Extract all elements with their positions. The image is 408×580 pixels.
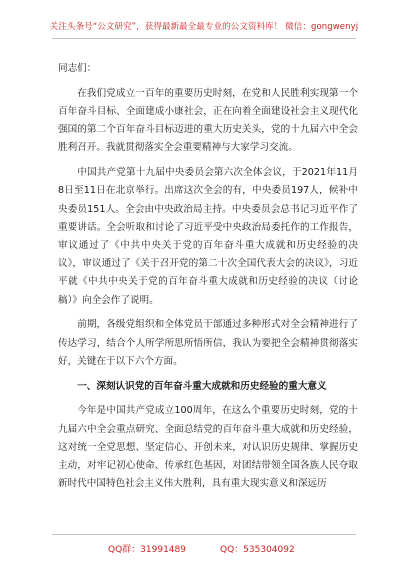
header-divider [52, 38, 356, 39]
paragraph-intro: 在我们党成立一百年的重要历史时刻，在党和人民胜利实现第一个百年奋斗目标、全面建成小康社会，正在向着全面建设社会主义现代化强国的第二个百年奋斗目标迈进的重大历史关头，党的十九届六中全会胜利召开。我就贯彻落实全会重要精神与大家学习交流。 [58, 87, 358, 154]
paragraph-study: 前期，各级党组织和全体党员干部通过多种形式对全会精神进行了传达学习，结合个人所学所思所悟所信，我认为要把全会精神贯彻落实好，关键在于以下六个方面。 [58, 319, 358, 367]
header-banner: 关注头条号“公文研究”，获得最新最全最专业的公文资料库！ 微信：gongwenyj [49, 22, 359, 32]
document-body [58, 60, 358, 500]
footer-divider [52, 534, 356, 535]
section-heading: 一、深刻认识党的百年奋斗重大成就和历史经验的重大意义 [77, 380, 327, 392]
page-footer [0, 534, 408, 580]
footer-qq-group: QQ群：31991489 [108, 545, 186, 555]
paragraph-section-one: 今年是中国共产党成立100周年，在这么个重要历史时刻，党的十九届六中全会重点研究、全面总结党的百年奋斗重大成就和历史经验，这对统一全党思想、坚定信心、开创未来，对认识历史规律、掌握历史主动，对牢记初心使命、传承红色基因，对团结带领全国各族人民夺取新时代中国特色社会主义伟大胜利，具有重大现实意义和深远历 [58, 405, 358, 490]
paragraph-plenum: 中国共产党第十九届中央委员会第六次全体会议，于2021年11月8日至11日在北京举行。出席这次全会的有，中央委员197人，候补中央委员151人。全会由中央政治局主持。中央委员会总书记习近平作了重要讲话。全会听取和讨论了习近平受中央政治局委托作的工作报告，审议通过了《中共中央关于党的百年奋斗重大成就和历史经验的决议》，审议通过了《关于召开党的第二十次全国代表大会的决议》，习近平就《中共中央关于党的百年奋斗重大成就和历史经验的决议（讨论稿）》向全会作了说明。 [58, 167, 358, 306]
salutation: 同志们： [58, 63, 97, 74]
page-header [0, 0, 408, 50]
footer-qq-contact: QQ：535304092 [220, 545, 295, 555]
